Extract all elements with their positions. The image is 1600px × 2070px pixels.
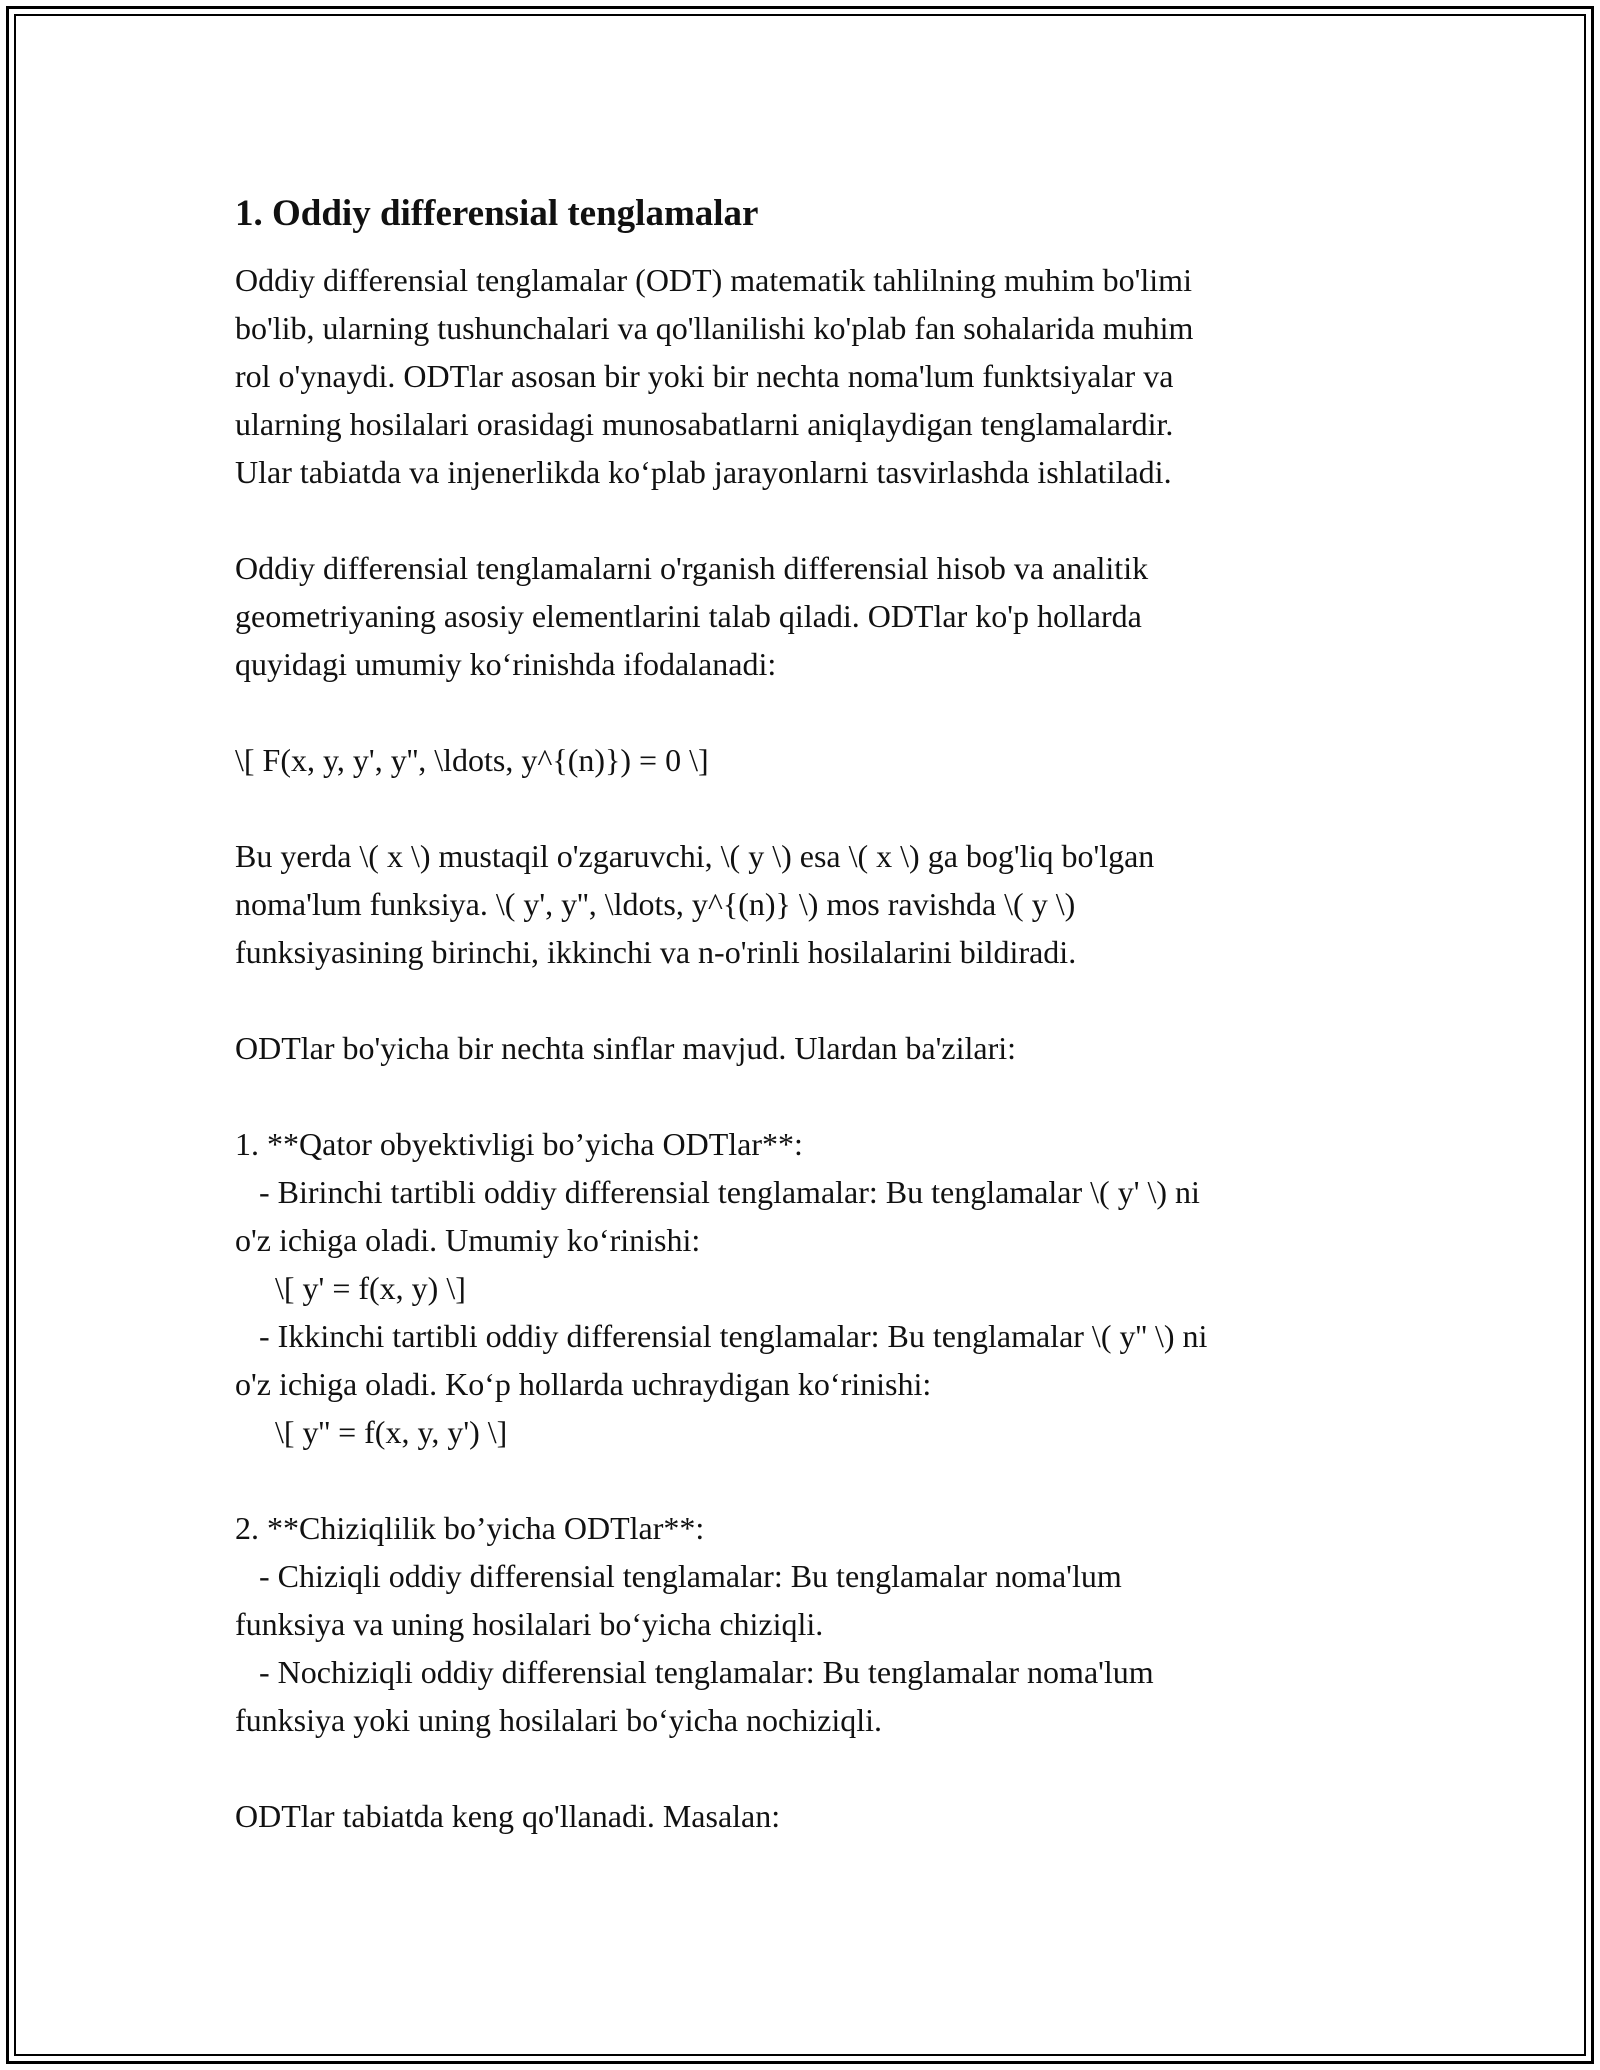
- paragraph: [235, 1024, 1365, 1072]
- text-line: Oddiy differensial tenglamalar (ODT) matematik tahlilning muhim bo'limi: [235, 262, 1192, 298]
- text-line: ularning hosilalari orasidagi munosabatlarni aniqlaydigan tenglamalardir.: [235, 406, 1174, 442]
- text-line: \[ y' = f(x, y) \]: [235, 1270, 466, 1306]
- text-line: 1. **Qator obyektivligi bo’yicha ODTlar**:: [235, 1126, 803, 1162]
- paragraph: [235, 544, 1365, 688]
- paragraph: [235, 1792, 1365, 1840]
- paragraph-gap: [235, 688, 1365, 736]
- text-line: - Ikkinchi tartibli oddiy differensial tenglamalar: Bu tenglamalar \( y'' \) ni: [235, 1318, 1208, 1354]
- paragraph-container: [235, 256, 1365, 1840]
- paragraph: [235, 256, 1365, 496]
- paragraph-gap: [235, 784, 1365, 832]
- text-line: ODTlar bo'yicha bir nechta sinflar mavjud. Ulardan ba'zilari:: [235, 1030, 1017, 1066]
- text-line: rol o'ynaydi. ODTlar asosan bir yoki bir nechta noma'lum funktsiyalar va: [235, 358, 1174, 394]
- text-line: quyidagi umumiy ko‘rinishda ifodalanadi:: [235, 646, 777, 682]
- paragraph-gap: [235, 1072, 1365, 1120]
- text-line: - Nochiziqli oddiy differensial tenglamalar: Bu tenglamalar noma'lum: [235, 1654, 1154, 1690]
- paragraph: [235, 1120, 1365, 1456]
- text-line: Bu yerda \( x \) mustaqil o'zgaruvchi, \( y \) esa \( x \) ga bog'liq bo'lgan: [235, 838, 1155, 874]
- paragraph-gap: [235, 1456, 1365, 1504]
- text-line: Ular tabiatda va injenerlikda ko‘plab jarayonlarni tasvirlashda ishlatiladi.: [235, 454, 1172, 490]
- text-line: ODTlar tabiatda keng qo'llanadi. Masalan:: [235, 1798, 781, 1834]
- paragraph-gap: [235, 976, 1365, 1024]
- text-line: funksiya va uning hosilalari bo‘yicha chiziqli.: [235, 1606, 824, 1642]
- text-line: - Birinchi tartibli oddiy differensial tenglamalar: Bu tenglamalar \( y' \) ni: [235, 1174, 1200, 1210]
- text-line: bo'lib, ularning tushunchalari va qo'llanilishi ko'plab fan sohalarida muhim: [235, 310, 1194, 346]
- text-line: 2. **Chiziqlilik bo’yicha ODTlar**:: [235, 1510, 705, 1546]
- text-line: geometriyaning asosiy elementlarini talab qiladi. ODTlar ko'p hollarda: [235, 598, 1142, 634]
- paragraph: [235, 832, 1365, 976]
- text-line: - Chiziqli oddiy differensial tenglamalar: Bu tenglamalar noma'lum: [235, 1558, 1122, 1594]
- paragraph-gap: [235, 1744, 1365, 1792]
- document-body: [235, 186, 1365, 1840]
- text-line: funksiyasining birinchi, ikkinchi va n-o'rinli hosilalarini bildiradi.: [235, 934, 1077, 970]
- text-line: noma'lum funksiya. \( y', y'', \ldots, y^{(n)} \) mos ravishda \( y \): [235, 886, 1076, 922]
- text-line: Oddiy differensial tenglamalarni o'rganish differensial hisob va analitik: [235, 550, 1149, 586]
- paragraph: [235, 1504, 1365, 1744]
- text-line: \[ F(x, y, y', y'', \ldots, y^{(n)}) = 0 \]: [235, 742, 709, 778]
- section-heading: 1. Oddiy differensial tenglamalar: [235, 193, 759, 234]
- text-line: funksiya yoki uning hosilalari bo‘yicha nochiziqli.: [235, 1702, 882, 1738]
- paragraph-gap: [235, 496, 1365, 544]
- paragraph: [235, 736, 1365, 784]
- text-line: \[ y'' = f(x, y, y') \]: [235, 1414, 508, 1450]
- text-line: o'z ichiga oladi. Umumiy ko‘rinishi:: [235, 1222, 701, 1258]
- text-line: o'z ichiga oladi. Ko‘p hollarda uchraydigan ko‘rinishi:: [235, 1366, 932, 1402]
